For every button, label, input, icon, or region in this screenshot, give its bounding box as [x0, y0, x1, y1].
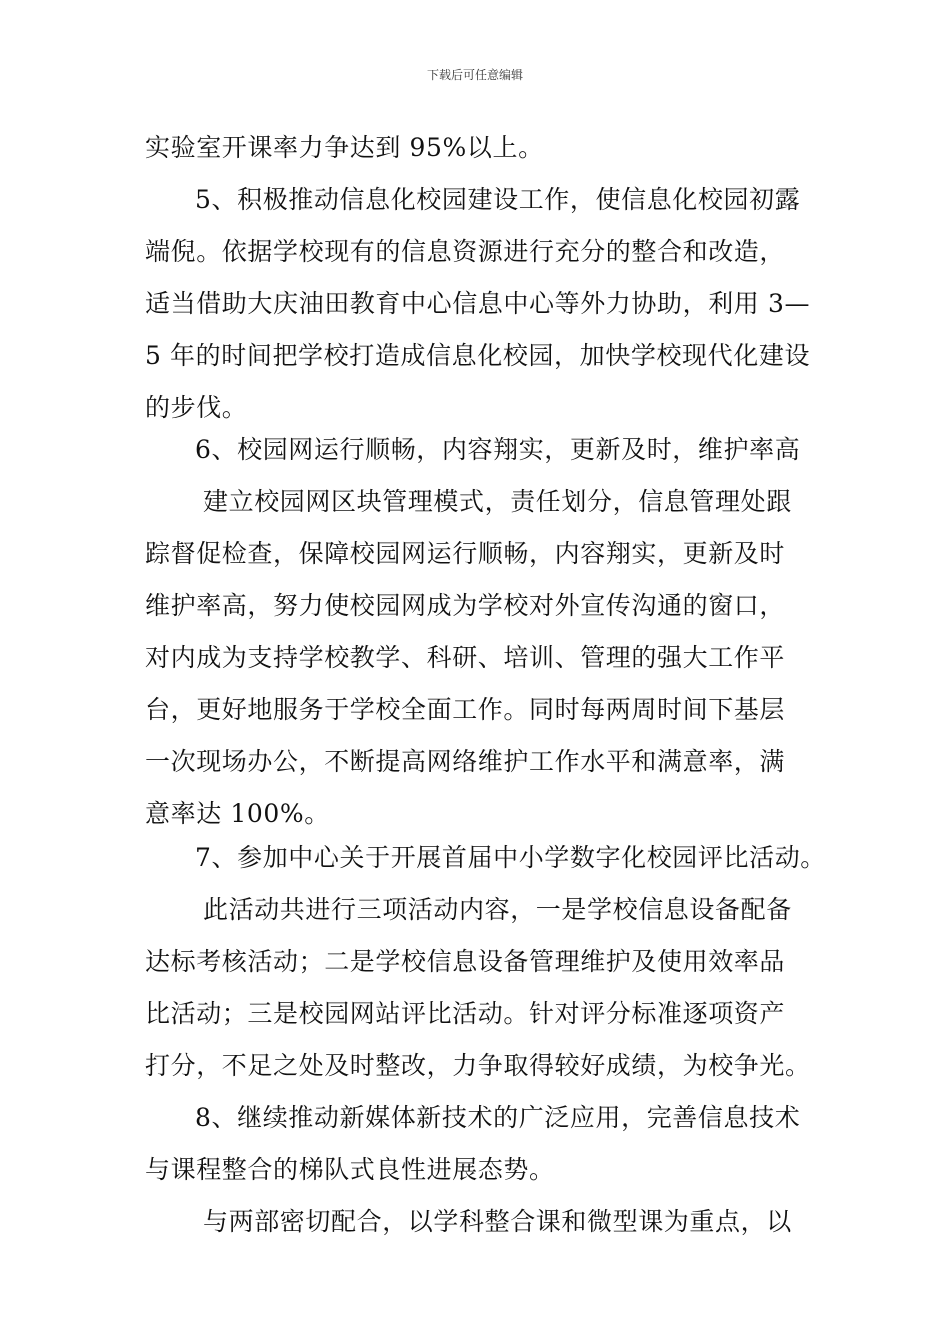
- text-line: 与课程整合的梯队式良性进展态势。: [145, 1155, 555, 1184]
- text-line: 踪督促检查，保障校园网运行顺畅，内容翔实，更新及时: [145, 539, 786, 568]
- text-line: 端倪。依据学校现有的信息资源进行充分的整合和改造，: [145, 237, 786, 266]
- text-line: 比活动；三是校园网站评比活动。针对评分标准逐项资产: [145, 999, 786, 1028]
- text-line: 与两部密切配合，以学科整合课和微型课为重点，以: [203, 1207, 792, 1236]
- text-line: 达标考核活动；二是学校信息设备管理维护及使用效率品: [145, 947, 786, 976]
- text-line: 实验室开课率力争达到 95%以上。: [145, 133, 544, 162]
- text-line: 8、继续推动新媒体新技术的广泛应用，完善信息技术: [195, 1103, 801, 1132]
- text-line: 台，更好地服务于学校全面工作。同时每两周时间下基层: [145, 695, 786, 724]
- text-line: 适当借助大庆油田教育中心信息中心等外力协助，利用 3—: [145, 289, 811, 318]
- text-line: 维护率高，努力使校园网成为学校对外宣传沟通的窗口，: [145, 591, 786, 620]
- text-line: 意率达 100%。: [145, 799, 330, 828]
- text-line: 建立校园网区块管理模式，责任划分，信息管理处跟: [203, 487, 792, 516]
- text-line: 打分，不足之处及时整改，力争取得较好成绩，为校争光。: [145, 1051, 811, 1080]
- text-line: 对内成为支持学校教学、科研、培训、管理的强大工作平: [145, 643, 786, 672]
- text-line: 6、校园网运行顺畅，内容翔实，更新及时，维护率高: [195, 435, 801, 464]
- text-line: 5、积极推动信息化校园建设工作，使信息化校园初露: [195, 185, 801, 214]
- text-line: 7、参加中心关于开展首届中小学数字化校园评比活动。: [195, 843, 826, 872]
- text-line: 一次现场办公，不断提高网络维护工作水平和满意率，满: [145, 747, 786, 776]
- text-line: 5 年的时间把学校打造成信息化校园，加快学校现代化建设: [145, 341, 811, 370]
- text-line: 此活动共进行三项活动内容，一是学校信息设备配备: [203, 895, 792, 924]
- page-header: 下载后可任意编辑: [426, 68, 523, 82]
- text-line: 的步伐。: [145, 393, 248, 422]
